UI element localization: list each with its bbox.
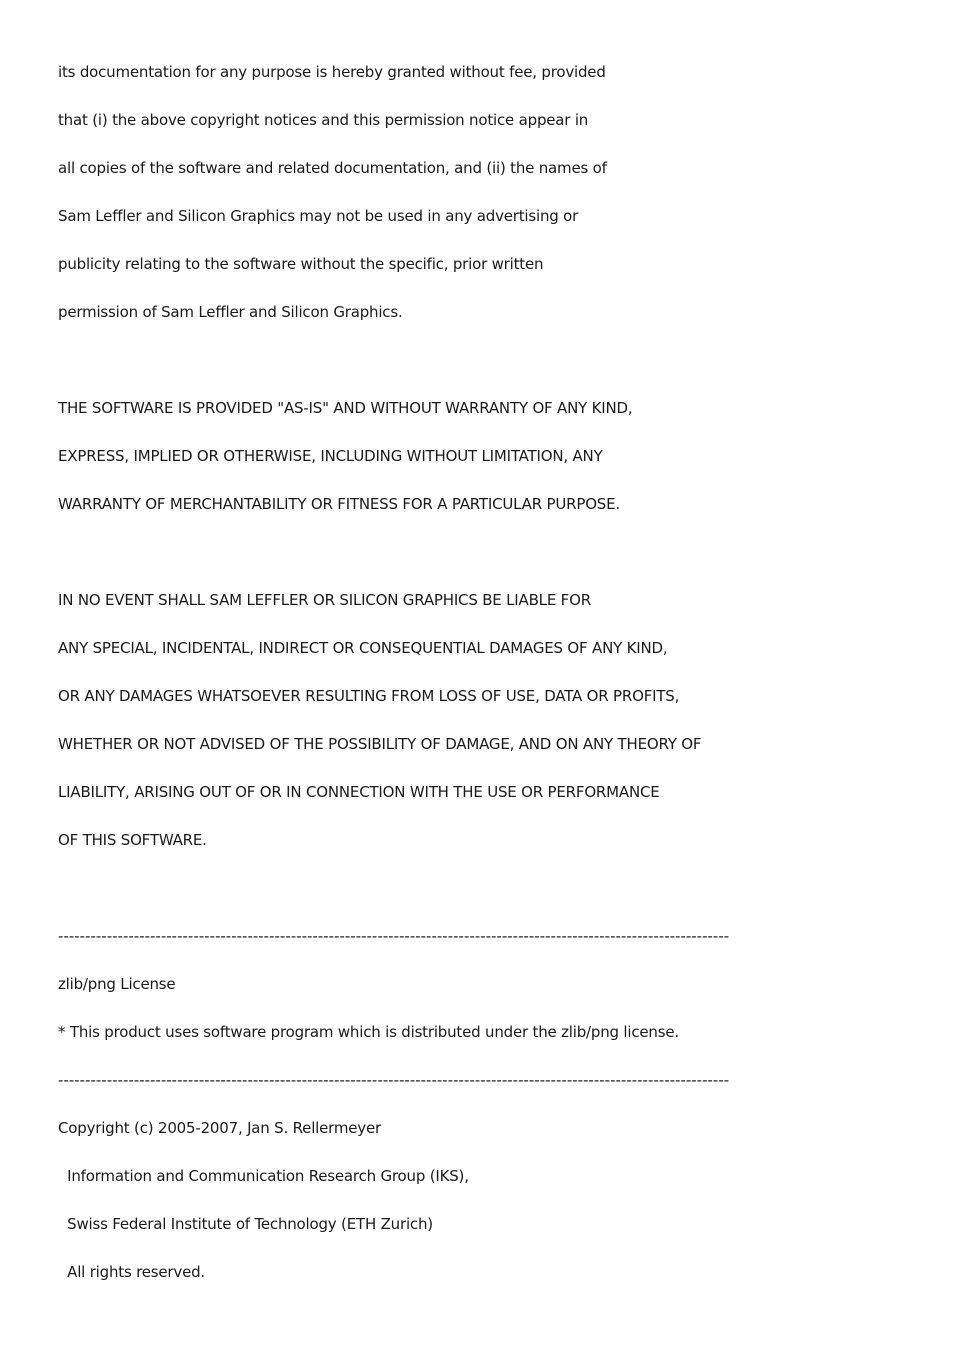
- text-line: EXPRESS, IMPLIED OR OTHERWISE, INCLUDING WITHOUT LIMITATION, ANY: [58, 447, 603, 465]
- text-line: WARRANTY OF MERCHANTABILITY OR FITNESS FOR A PARTICULAR PURPOSE.: [58, 495, 620, 513]
- text-line: WHETHER OR NOT ADVISED OF THE POSSIBILITY OF DAMAGE, AND ON ANY THEORY OF: [58, 735, 702, 753]
- text-line: THE SOFTWARE IS PROVIDED "AS-IS" AND WITHOUT WARRANTY OF ANY KIND,: [58, 399, 633, 417]
- liability-paragraph: [58, 588, 898, 876]
- text-line: that (i) the above copyright notices and this permission notice appear in: [58, 111, 589, 129]
- separator-line: ----------------------------------------------------------------------------------------------------------------------------: [58, 927, 730, 945]
- text-line: All rights reserved.: [58, 1263, 205, 1281]
- permission-paragraph: [58, 60, 898, 348]
- text-line: permission of Sam Leffler and Silicon Graphics.: [58, 303, 403, 321]
- document-page: [58, 60, 898, 1308]
- text-line: Copyright (c) 2005-2007, Jan S. Rellermeyer: [58, 1119, 381, 1137]
- text-line: OF THIS SOFTWARE.: [58, 831, 207, 849]
- copyright-block: [58, 1116, 898, 1308]
- text-line: ANY SPECIAL, INCIDENTAL, INDIRECT OR CONSEQUENTIAL DAMAGES OF ANY KIND,: [58, 639, 668, 657]
- text-line: LIABILITY, ARISING OUT OF OR IN CONNECTION WITH THE USE OR PERFORMANCE: [58, 783, 660, 801]
- text-line: all copies of the software and related documentation, and (ii) the names of: [58, 159, 607, 177]
- text-line: Information and Communication Research Group (IKS),: [58, 1167, 469, 1185]
- license-title: zlib/png License: [58, 975, 176, 993]
- text-line: IN NO EVENT SHALL SAM LEFFLER OR SILICON GRAPHICS BE LIABLE FOR: [58, 591, 591, 609]
- text-line: Swiss Federal Institute of Technology (ETH Zurich): [58, 1215, 433, 1233]
- text-line: Sam Leffler and Silicon Graphics may not be used in any advertising or: [58, 207, 579, 225]
- text-line: OR ANY DAMAGES WHATSOEVER RESULTING FROM LOSS OF USE, DATA OR PROFITS,: [58, 687, 680, 705]
- license-note: * This product uses software program which is distributed under the zlib/png license.: [58, 1023, 679, 1041]
- spacer: [58, 876, 898, 924]
- text-line: publicity relating to the software without the specific, prior written: [58, 255, 544, 273]
- spacer: [58, 348, 898, 396]
- text-line: its documentation for any purpose is hereby granted without fee, provided: [58, 63, 606, 81]
- spacer: [58, 540, 898, 588]
- separator-line: ----------------------------------------------------------------------------------------------------------------------------: [58, 1071, 730, 1089]
- warranty-paragraph: [58, 396, 898, 540]
